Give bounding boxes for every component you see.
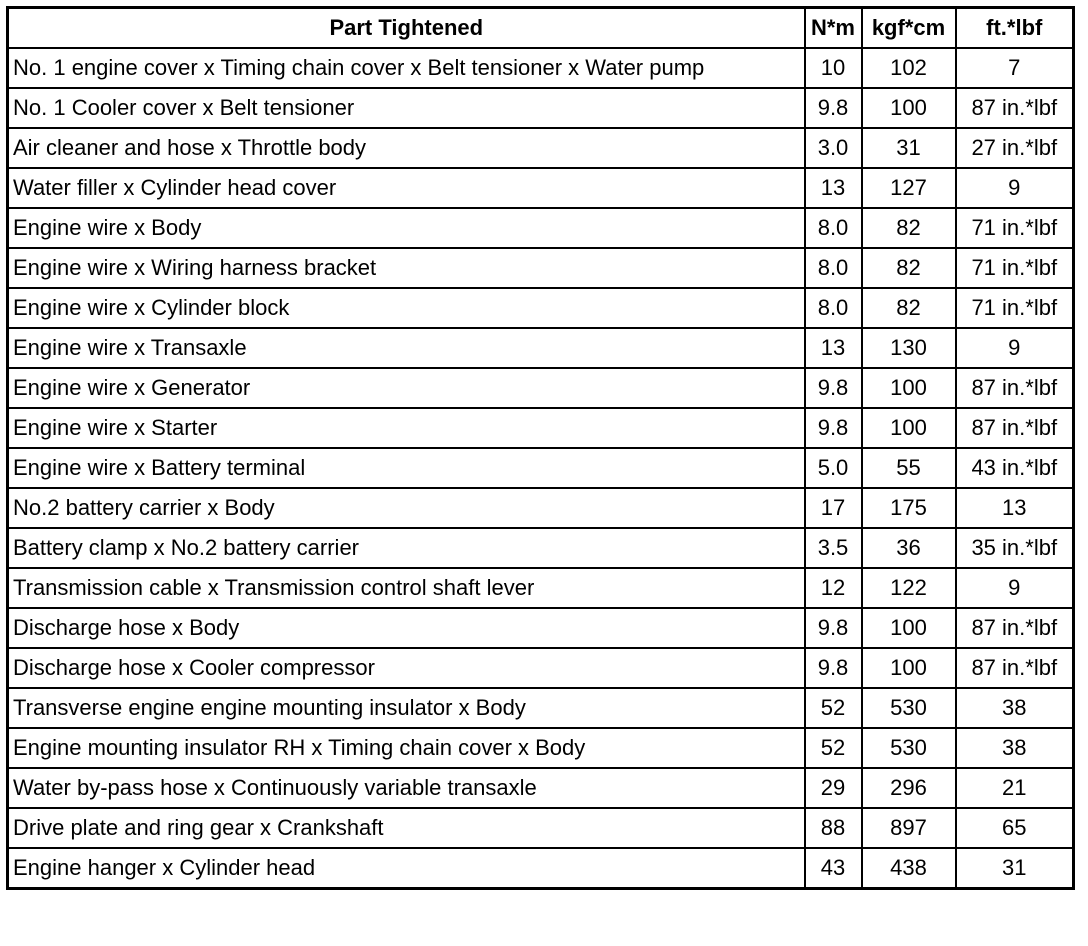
nm-cell: 3.5 — [805, 528, 862, 568]
table-row — [8, 488, 1074, 528]
table-row — [8, 688, 1074, 728]
kgf-cm-cell: 100 — [862, 88, 956, 128]
ft-lbf-cell: 9 — [956, 568, 1074, 608]
kgf-cm-cell: 102 — [862, 48, 956, 88]
nm-cell: 13 — [805, 168, 862, 208]
table-row — [8, 728, 1074, 768]
part-cell: No.2 battery carrier x Body — [8, 488, 805, 528]
ft-lbf-cell: 71 in.*lbf — [956, 208, 1074, 248]
table-row — [8, 568, 1074, 608]
nm-cell: 8.0 — [805, 248, 862, 288]
nm-cell: 8.0 — [805, 288, 862, 328]
table-row — [8, 768, 1074, 808]
part-cell: No. 1 Cooler cover x Belt tensioner — [8, 88, 805, 128]
ft-lbf-cell: 9 — [956, 328, 1074, 368]
ft-lbf-cell: 87 in.*lbf — [956, 648, 1074, 688]
nm-cell: 9.8 — [805, 368, 862, 408]
table-row — [8, 168, 1074, 208]
kgf-cm-cell: 438 — [862, 848, 956, 889]
kgf-cm-cell: 82 — [862, 288, 956, 328]
table-row — [8, 288, 1074, 328]
part-cell: Engine mounting insulator RH x Timing chain cover x Body — [8, 728, 805, 768]
kgf-cm-cell: 100 — [862, 648, 956, 688]
nm-cell: 10 — [805, 48, 862, 88]
kgf-cm-cell: 130 — [862, 328, 956, 368]
part-cell: Air cleaner and hose x Throttle body — [8, 128, 805, 168]
header-kgf-cm: kgf*cm — [862, 8, 956, 49]
header-nm: N*m — [805, 8, 862, 49]
part-cell: Engine wire x Cylinder block — [8, 288, 805, 328]
part-cell: No. 1 engine cover x Timing chain cover x Belt tensioner x Water pump — [8, 48, 805, 88]
ft-lbf-cell: 13 — [956, 488, 1074, 528]
table-row — [8, 608, 1074, 648]
part-cell: Water by-pass hose x Continuously variable transaxle — [8, 768, 805, 808]
kgf-cm-cell: 82 — [862, 248, 956, 288]
ft-lbf-cell: 87 in.*lbf — [956, 368, 1074, 408]
nm-cell: 8.0 — [805, 208, 862, 248]
kgf-cm-cell: 175 — [862, 488, 956, 528]
nm-cell: 3.0 — [805, 128, 862, 168]
ft-lbf-cell: 87 in.*lbf — [956, 608, 1074, 648]
nm-cell: 52 — [805, 688, 862, 728]
kgf-cm-cell: 100 — [862, 608, 956, 648]
nm-cell: 12 — [805, 568, 862, 608]
ft-lbf-cell: 71 in.*lbf — [956, 288, 1074, 328]
nm-cell: 43 — [805, 848, 862, 889]
kgf-cm-cell: 530 — [862, 728, 956, 768]
table-row — [8, 408, 1074, 448]
part-cell: Engine wire x Body — [8, 208, 805, 248]
ft-lbf-cell: 43 in.*lbf — [956, 448, 1074, 488]
table-row — [8, 848, 1074, 889]
kgf-cm-cell: 530 — [862, 688, 956, 728]
nm-cell: 9.8 — [805, 408, 862, 448]
header-part-tightened: Part Tightened — [8, 8, 805, 49]
table-row — [8, 528, 1074, 568]
part-cell: Drive plate and ring gear x Crankshaft — [8, 808, 805, 848]
header-row — [8, 8, 1074, 49]
kgf-cm-cell: 100 — [862, 408, 956, 448]
part-cell: Engine wire x Generator — [8, 368, 805, 408]
kgf-cm-cell: 100 — [862, 368, 956, 408]
table-row — [8, 328, 1074, 368]
part-cell: Engine wire x Transaxle — [8, 328, 805, 368]
table-row — [8, 248, 1074, 288]
kgf-cm-cell: 31 — [862, 128, 956, 168]
nm-cell: 13 — [805, 328, 862, 368]
part-cell: Water filler x Cylinder head cover — [8, 168, 805, 208]
kgf-cm-cell: 122 — [862, 568, 956, 608]
table-row — [8, 808, 1074, 848]
ft-lbf-cell: 71 in.*lbf — [956, 248, 1074, 288]
part-cell: Engine hanger x Cylinder head — [8, 848, 805, 889]
part-cell: Discharge hose x Body — [8, 608, 805, 648]
part-cell: Engine wire x Battery terminal — [8, 448, 805, 488]
ft-lbf-cell: 87 in.*lbf — [956, 408, 1074, 448]
kgf-cm-cell: 82 — [862, 208, 956, 248]
part-cell: Engine wire x Wiring harness bracket — [8, 248, 805, 288]
ft-lbf-cell: 65 — [956, 808, 1074, 848]
nm-cell: 9.8 — [805, 608, 862, 648]
ft-lbf-cell: 38 — [956, 728, 1074, 768]
kgf-cm-cell: 36 — [862, 528, 956, 568]
ft-lbf-cell: 31 — [956, 848, 1074, 889]
kgf-cm-cell: 55 — [862, 448, 956, 488]
kgf-cm-cell: 296 — [862, 768, 956, 808]
ft-lbf-cell: 87 in.*lbf — [956, 88, 1074, 128]
table-row — [8, 48, 1074, 88]
table-row — [8, 368, 1074, 408]
ft-lbf-cell: 38 — [956, 688, 1074, 728]
table-row — [8, 88, 1074, 128]
part-cell: Battery clamp x No.2 battery carrier — [8, 528, 805, 568]
nm-cell: 9.8 — [805, 648, 862, 688]
kgf-cm-cell: 127 — [862, 168, 956, 208]
kgf-cm-cell: 897 — [862, 808, 956, 848]
ft-lbf-cell: 21 — [956, 768, 1074, 808]
nm-cell: 29 — [805, 768, 862, 808]
table-row — [8, 648, 1074, 688]
table-row — [8, 448, 1074, 488]
part-cell: Transmission cable x Transmission control shaft lever — [8, 568, 805, 608]
part-cell: Engine wire x Starter — [8, 408, 805, 448]
nm-cell: 52 — [805, 728, 862, 768]
torque-spec-table — [6, 6, 1075, 890]
part-cell: Transverse engine engine mounting insulator x Body — [8, 688, 805, 728]
nm-cell: 17 — [805, 488, 862, 528]
part-cell: Discharge hose x Cooler compressor — [8, 648, 805, 688]
table-row — [8, 208, 1074, 248]
nm-cell: 5.0 — [805, 448, 862, 488]
ft-lbf-cell: 35 in.*lbf — [956, 528, 1074, 568]
ft-lbf-cell: 27 in.*lbf — [956, 128, 1074, 168]
ft-lbf-cell: 7 — [956, 48, 1074, 88]
nm-cell: 88 — [805, 808, 862, 848]
header-ft-lbf: ft.*lbf — [956, 8, 1074, 49]
nm-cell: 9.8 — [805, 88, 862, 128]
table-row — [8, 128, 1074, 168]
ft-lbf-cell: 9 — [956, 168, 1074, 208]
